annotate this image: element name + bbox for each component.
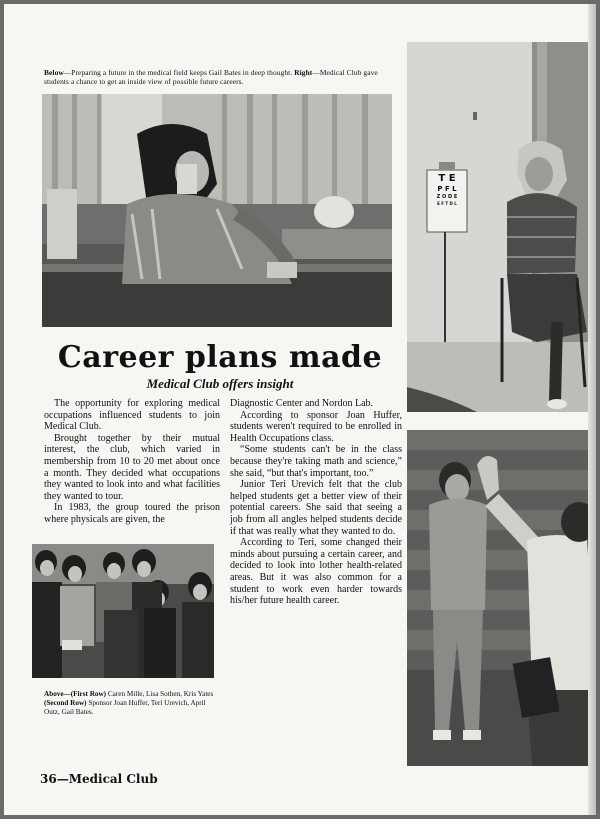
caption-first-row: Caren Mille, Lisa Sothen, Kris Yates bbox=[106, 690, 214, 698]
photo-hallway-students bbox=[407, 430, 596, 766]
paragraph: “Some students can't be in the class because they're taking math and science,” she said, “but that's important, too.” bbox=[230, 444, 402, 479]
photo-gail-bates bbox=[42, 94, 392, 327]
paragraph: In 1983, the group toured the prison where physicals are given, the bbox=[44, 502, 220, 525]
paragraph: Brought together by their mutual interest, the club, which varied in membership from 10 to 20 met about once a month. They decided what occupations they wanted to look into and what facilities they wanted to tour. bbox=[44, 432, 220, 502]
caption-lead-above: Above—(First Row) bbox=[44, 690, 107, 698]
paragraph: According to Teri, some changed their minds about pursuing a certain career, and decided to look into lother health-related areas. But it was also common for a student to work even harder towards his/her future health career. bbox=[230, 537, 402, 607]
eye-chart-row: Z O D E bbox=[436, 194, 458, 200]
caption-lead-below: Below bbox=[44, 68, 64, 77]
page-subhead: Medical Club offers insight bbox=[146, 376, 294, 391]
article-column-2 bbox=[230, 398, 402, 607]
paragraph: Junior Teri Urevich felt that the club helped students get a better view of their potential careers. She said that seeing a job from all angles helped students decide if that was really what they wanted to do. bbox=[230, 479, 402, 537]
caption-second-row: Sponsor Joan Huffer, Teri Urevich, April Outz, Gail Bates. bbox=[44, 699, 206, 716]
paragraph: The opportunity for exploring medical occupations influenced students to join Medical Club. bbox=[44, 398, 220, 433]
eye-chart-row: T E bbox=[438, 173, 456, 184]
page-headline: Career plans made bbox=[57, 340, 383, 375]
paragraph: According to sponsor Joan Huffer, students weren't required to be enrolled in Health Occupations class. bbox=[230, 409, 402, 444]
caption-text-below: —Preparing a future in the medical field keeps Gail Bates in deep thought. bbox=[63, 68, 293, 77]
eye-chart-letters bbox=[427, 173, 467, 207]
yearbook-page bbox=[4, 4, 596, 815]
page-folio: 36—Medical Club bbox=[40, 772, 158, 786]
eye-chart-row: E F T D L bbox=[437, 201, 457, 206]
eye-chart-row: P F L bbox=[437, 185, 457, 193]
photo-club-group bbox=[32, 544, 214, 678]
bottom-photo-caption bbox=[44, 690, 220, 717]
caption-second-row-lead: (Second Row) bbox=[44, 699, 87, 707]
paragraph: Diagnostic Center and Nordon Lab. bbox=[230, 398, 374, 409]
article-column-1 bbox=[44, 398, 220, 526]
caption-text-right: —Medical Club gave students a chance to get an inside view of possible future careers. bbox=[44, 68, 378, 86]
photo-eye-chart bbox=[407, 42, 596, 412]
caption-lead-right: Right bbox=[294, 68, 313, 77]
top-photo-caption bbox=[44, 68, 396, 86]
page-gutter bbox=[588, 4, 596, 815]
